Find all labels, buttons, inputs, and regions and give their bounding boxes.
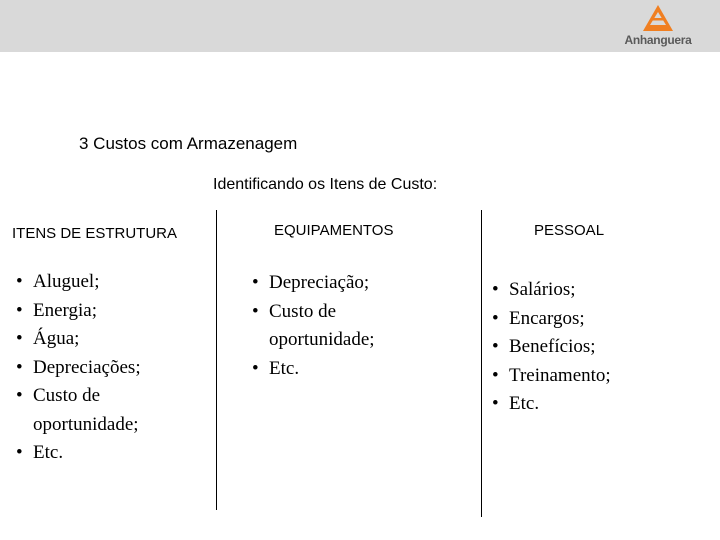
section-title: 3 Custos com Armazenagem (79, 134, 298, 153)
list-item: • Etc. (252, 355, 452, 384)
column-heading-estrutura: ITENS DE ESTRUTURA (12, 225, 178, 242)
list-item: • Treinamento; (492, 362, 692, 391)
list-item: • Energia; (16, 297, 206, 326)
equipamentos-list (252, 269, 452, 383)
column-divider-right (481, 210, 482, 517)
list-item: • Custo de oportunidade; (16, 382, 173, 439)
anhanguera-logo-icon (642, 4, 674, 32)
slide-subtitle: Identificando os Itens de Custo: (213, 176, 438, 193)
list-item: • Etc. (16, 439, 206, 468)
list-item: • Aluguel; (16, 268, 206, 297)
header-bar (0, 0, 720, 52)
estrutura-list (16, 268, 206, 468)
list-item: • Depreciação; (252, 269, 452, 298)
brand-name: Anhanguera (624, 33, 692, 47)
list-item: • Salários; (492, 276, 692, 305)
list-item: • Custo de oportunidade; (252, 298, 414, 355)
list-item: • Etc. (492, 390, 692, 419)
column-heading-equipamentos: EQUIPAMENTOS (274, 222, 394, 239)
list-item: • Encargos; (492, 305, 692, 334)
column-divider-left (216, 210, 217, 510)
list-item: • Depreciações; (16, 354, 206, 383)
list-item: • Benefícios; (492, 333, 692, 362)
pessoal-list (492, 276, 692, 419)
brand-logo (622, 4, 694, 48)
list-item: • Água; (16, 325, 206, 354)
column-heading-pessoal: PESSOAL (534, 222, 605, 239)
